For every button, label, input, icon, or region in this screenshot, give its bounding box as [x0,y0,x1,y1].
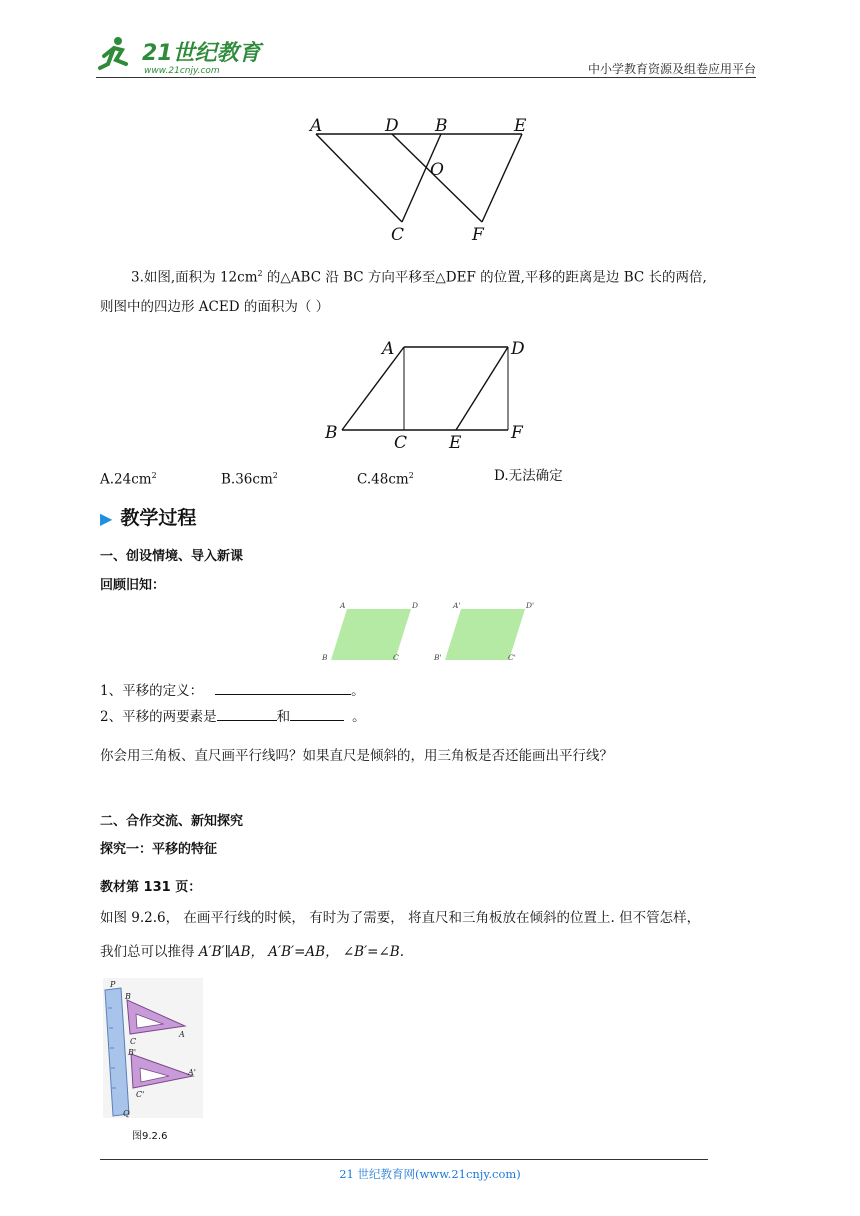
logo-url: www.21cnjy.com [144,66,220,76]
label-B: B [322,653,328,662]
element2-blank[interactable] [290,706,344,721]
explore-heading: 探究一：平移的特征 [100,842,218,857]
label-C-prime: C' [136,1090,145,1099]
label-A: A [179,1030,185,1039]
definition-blank[interactable] [215,680,351,695]
label-D-prime: D' [526,601,535,610]
label-P: P [110,980,116,989]
triangle-right-icon: ▶ [100,509,113,528]
site-logo [96,34,266,78]
paragraph-line1: 如图 9.2.6， 在画平行线的时候， 有时为了需要， 将直尺和三角板放在倾斜的位置上. 但不管怎样， [100,910,701,926]
label-A: A [340,601,346,610]
option-d: D.无法确定 [494,468,563,484]
label-C: C [391,225,405,244]
label-C: C [394,433,408,452]
paragraph-line2: 我们总可以推得 A′B′∥AB， A′B′=AB， ∠B′=∠B. [100,944,404,960]
label-C: C [393,653,399,662]
label-A-prime: A' [453,601,461,610]
label-E: E [514,116,527,136]
header-divider [96,77,756,78]
label-O: O [430,160,444,180]
label-A: A [382,339,395,359]
figure-parallelograms [318,598,538,670]
label-C-prime: C' [508,653,516,662]
label-Q: Q [123,1109,130,1118]
part1-heading: 一、创设情境、导入新课 [100,549,244,564]
label-D: D [412,601,419,610]
label-B-prime: B' [434,653,442,662]
item-two-elements: 2、平移的两要素是 和 。 [100,706,366,728]
option-b: $B.36cm^2$ [221,471,278,488]
label-D: D [511,339,525,359]
option-c: $C.48cm^2$ [357,471,414,488]
header-platform-text: 中小学教育资源及组卷应用平台 [587,62,756,76]
label-B: B [325,423,338,443]
item-definition: 1、平移的定义： 。 [100,680,365,702]
review-label: 回顾旧知： [100,578,166,593]
label-C: C [130,1037,137,1046]
label-A-prime: A' [188,1068,196,1077]
label-D: D [385,116,399,136]
logo-text: 21世纪教育 [142,41,261,66]
section-title: ▶ 教学过程 [100,507,197,529]
figure-translation-triangles [306,112,546,248]
footer-divider [100,1159,708,1160]
label-B-prime: B' [128,1048,137,1057]
footer-link[interactable]: 21 世纪教育网(www.21cnjy.com) [339,1167,521,1181]
element1-blank[interactable] [217,706,277,721]
q3-line1: 3.如图,面积为 $12cm^2$ 的△ABC 沿 BC 方向平移至△DEF 的位置,平移的距离是边 BC 长的两倍, [131,269,707,286]
part2-heading: 二、合作交流、新知探究 [100,814,244,829]
option-a: $A.24cm^2$ [100,471,157,488]
figure-quadrilateral-aced [322,334,532,456]
label-B: B [125,992,131,1001]
textbook-reference: 教材第 131 页： [100,880,202,895]
q3-line2: 则图中的四边形 ACED 的面积为（ ） [100,299,330,315]
label-A: A [310,116,323,136]
label-F: F [472,225,484,244]
label-B: B [435,116,448,136]
label-F: F [511,423,523,443]
question-parallel-lines: 你会用三角板、直尺画平行线吗？如果直尺是倾斜的，用三角板是否还能画出平行线？ [100,748,613,764]
formula: A′B′∥AB， A′B′=AB， ∠B′=∠B. [198,944,404,960]
figure-caption: 图9.2.6 [132,1131,168,1142]
label-E: E [449,433,462,452]
runner-logo-icon [100,37,126,68]
figure-ruler-set-square [103,978,203,1127]
